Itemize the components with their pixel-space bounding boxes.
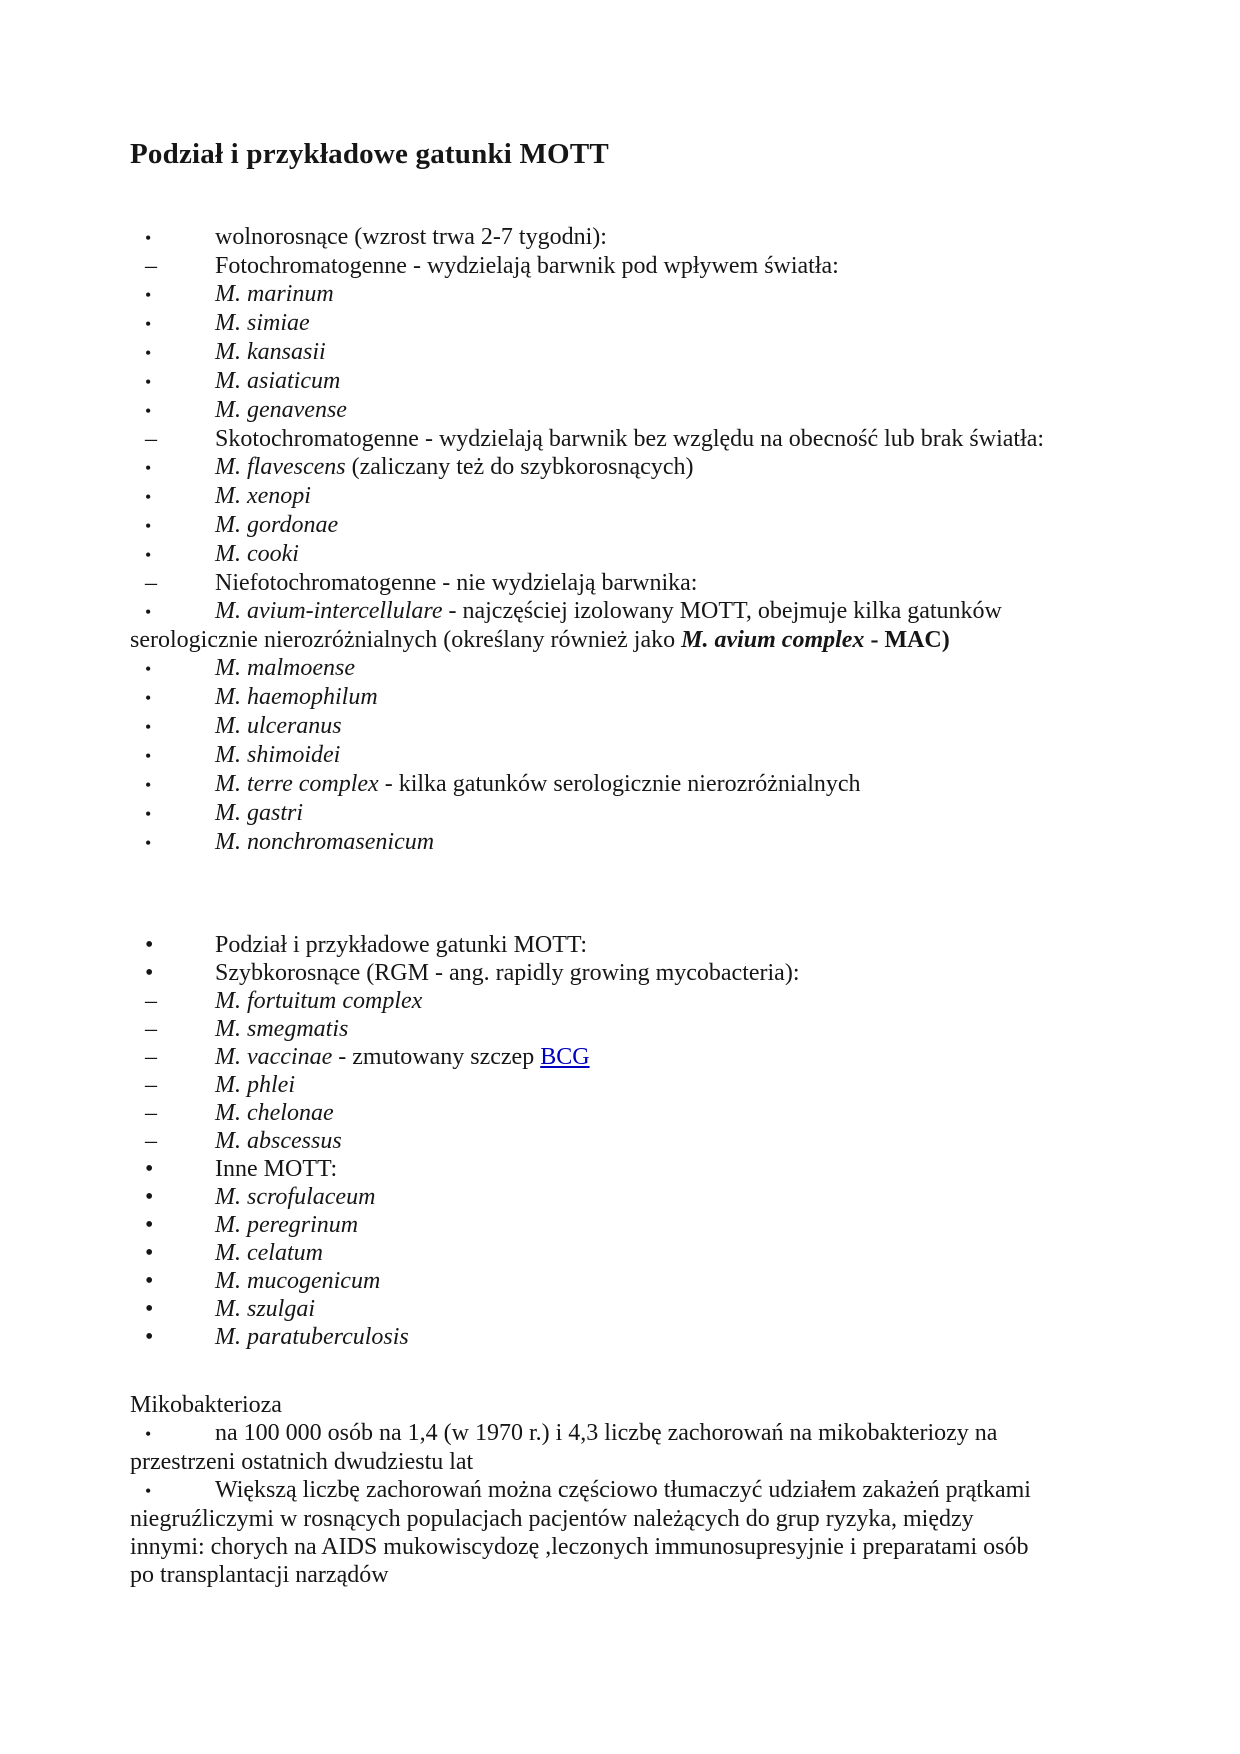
text-run: M. avium complex	[681, 627, 865, 653]
bcg-link[interactable]: BCG	[540, 1044, 590, 1070]
text-run: M. marinum	[215, 281, 334, 307]
text-run: Inne MOTT:	[215, 1156, 338, 1182]
list-item	[130, 1476, 1150, 1589]
text-run: niegruźliczymi w rosnących populacjach pacjentów należących do grup ryzyka, między	[130, 1506, 974, 1532]
bullet-marker: •	[145, 602, 152, 622]
text-run: M. asiaticum	[215, 368, 341, 394]
bullet-marker: •	[145, 1156, 154, 1182]
text-run: - kilka gatunków serologicznie nierozróżnialnych	[378, 771, 861, 797]
list-item	[130, 425, 1150, 453]
bullet-marker: •	[145, 285, 152, 305]
text-run: M. scrofulaceum	[215, 1184, 376, 1210]
bullet-marker: •	[145, 804, 152, 824]
bullet-marker: •	[145, 314, 152, 334]
text-run: M. mucogenicum	[215, 1268, 381, 1294]
list-item	[130, 1295, 1150, 1323]
list-item	[130, 1183, 1150, 1211]
text-run: M. terre complex	[215, 771, 379, 797]
text-run: innymi: chorych na AIDS mukowiscydozę ,leczonych immunosupresyjnie i preparatami osób	[130, 1534, 1029, 1560]
list-item	[130, 1211, 1150, 1239]
text-run: Fotochromatogenne - wydzielają barwnik pod wpływem światła:	[215, 253, 839, 279]
text-run: M. chelonae	[215, 1100, 334, 1126]
text-run: Większą liczbę zachorowań można częściowo tłumaczyć udziałem zakażeń prątkami	[215, 1477, 1031, 1503]
text-run: Skotochromatogenne - wydzielają barwnik bez względu na obecność lub brak światła:	[215, 426, 1045, 452]
bullet-marker: •	[145, 516, 152, 536]
dash-marker: –	[145, 1128, 157, 1154]
text-run: M. szulgai	[215, 1296, 316, 1322]
species-list-rapid-growing	[130, 931, 1150, 1351]
page-title: Podział i przykładowe gatunki MOTT	[130, 138, 609, 170]
text-run: Niefotochromatogenne - nie wydzielają barwnika:	[215, 570, 698, 596]
bullet-marker: •	[145, 688, 152, 708]
text-run: M. peregrinum	[215, 1212, 359, 1238]
text-run: M. vaccinae	[215, 1044, 333, 1070]
text-run: M. shimoidei	[215, 742, 341, 768]
dash-marker: –	[145, 426, 157, 452]
text-run: Szybkorosnące (RGM - ang. rapidly growing mycobacteria):	[215, 960, 800, 986]
bullet-marker: •	[145, 1268, 154, 1294]
list-item	[130, 712, 1150, 741]
text-run: M. fortuitum complex	[215, 988, 423, 1014]
text-run: M. xenopi	[215, 483, 311, 509]
list-item	[130, 987, 1150, 1015]
bullet-marker: •	[145, 458, 152, 478]
dash-marker: –	[145, 1016, 157, 1042]
text-run: wolnorosnące (wzrost trwa 2-7 tygodni):	[215, 224, 607, 250]
bullet-marker: •	[145, 1240, 154, 1266]
bullet-marker: •	[145, 228, 152, 248]
text-run: M. avium-intercellulare	[215, 598, 443, 624]
list-item	[130, 959, 1150, 987]
text-run: M. kansasii	[215, 339, 326, 365]
list-item	[130, 1043, 1150, 1071]
text-run: MAC)	[884, 627, 950, 653]
list-item	[130, 396, 1150, 425]
list-item	[130, 654, 1150, 683]
bullet-marker: •	[145, 932, 154, 958]
text-run: - najczęściej izolowany MOTT, obejmuje kilka gatunków	[442, 598, 1002, 624]
mycobacteriosis-list	[130, 1419, 1150, 1589]
text-run: przestrzeni ostatnich dwudziestu lat	[130, 1449, 474, 1475]
bullet-marker: •	[145, 775, 152, 795]
bullet-marker: •	[145, 1296, 154, 1322]
text-run: na 100 000 osób na 1,4 (w 1970 r.) i 4,3 liczbę zachorowań na mikobakteriozy na	[215, 1420, 998, 1446]
bullet-marker: •	[145, 487, 152, 507]
list-item	[130, 1323, 1150, 1351]
list-item	[130, 683, 1150, 712]
bullet-marker: •	[145, 372, 152, 392]
list-item	[130, 367, 1150, 396]
bullet-marker: •	[145, 717, 152, 737]
text-run: M. nonchromasenicum	[215, 829, 435, 855]
bullet-marker: •	[145, 343, 152, 363]
list-item	[130, 309, 1150, 338]
list-item	[130, 1155, 1150, 1183]
list-item	[130, 223, 1150, 252]
text-run: M. celatum	[215, 1240, 323, 1266]
text-run: M. haemophilum	[215, 684, 378, 710]
list-item	[130, 799, 1150, 828]
text-run: M. ulceranus	[215, 713, 342, 739]
dash-marker: –	[145, 1072, 157, 1098]
text-run: M. paratuberculosis	[215, 1324, 409, 1350]
list-item	[130, 828, 1150, 857]
dash-marker: –	[145, 1100, 157, 1126]
text-run: M. phlei	[215, 1072, 295, 1098]
bullet-marker: •	[145, 960, 154, 986]
list-item	[130, 1127, 1150, 1155]
text-run: M. simiae	[215, 310, 310, 336]
list-item	[130, 1239, 1150, 1267]
list-item	[130, 482, 1150, 511]
dash-marker: –	[145, 988, 157, 1014]
text-run: M. gastri	[215, 800, 304, 826]
list-item	[130, 280, 1150, 309]
list-item	[130, 453, 1150, 482]
bullet-marker: •	[145, 401, 152, 421]
text-run: serologicznie nierozróżnialnych (określany również jako	[130, 627, 682, 653]
text-run: M. smegmatis	[215, 1016, 349, 1042]
list-item	[130, 1071, 1150, 1099]
dash-marker: –	[145, 1044, 157, 1070]
list-item	[130, 1015, 1150, 1043]
list-item	[130, 252, 1150, 280]
list-item	[130, 338, 1150, 367]
text-run: po transplantacji narządów	[130, 1562, 389, 1588]
list-item	[130, 741, 1150, 770]
bullet-marker: •	[145, 1184, 154, 1210]
section-rapid-growing-mott	[130, 931, 1150, 1351]
mycobacteriosis-heading: Mikobakterioza	[130, 1392, 282, 1418]
bullet-marker: •	[145, 659, 152, 679]
dash-marker: –	[145, 253, 157, 279]
text-run: M. gordonae	[215, 512, 339, 538]
list-item	[130, 1267, 1150, 1295]
list-item	[130, 511, 1150, 540]
list-item	[130, 597, 1150, 654]
list-item	[130, 1419, 1150, 1476]
text-run: M. flavescens	[215, 454, 346, 480]
text-run: M. genavense	[215, 397, 347, 423]
text-run: Podział i przykładowe gatunki MOTT:	[215, 932, 588, 958]
bullet-marker: •	[145, 1481, 152, 1501]
list-item	[130, 569, 1150, 597]
bullet-marker: •	[145, 833, 152, 853]
bullet-marker: •	[145, 1324, 154, 1350]
dash-marker: –	[145, 570, 157, 596]
text-run: (zaliczany też do szybkorosnących)	[345, 454, 694, 480]
list-item	[130, 540, 1150, 569]
section-mycobacteriosis	[130, 1391, 1150, 1589]
text-run: M. malmoense	[215, 655, 355, 681]
list-item	[130, 931, 1150, 959]
list-item	[130, 1099, 1150, 1127]
bullet-marker: •	[145, 1424, 152, 1444]
text-run: -	[864, 627, 885, 653]
text-run: M. abscessus	[215, 1128, 342, 1154]
text-run: - zmutowany szczep	[332, 1044, 541, 1070]
text-run: M. cooki	[215, 541, 299, 567]
bullet-marker: •	[145, 1212, 154, 1238]
bullet-marker: •	[145, 746, 152, 766]
section-slow-growing-mott	[130, 223, 1150, 857]
bullet-marker: •	[145, 545, 152, 565]
species-list-slow-growing	[130, 223, 1150, 857]
list-item	[130, 770, 1150, 799]
